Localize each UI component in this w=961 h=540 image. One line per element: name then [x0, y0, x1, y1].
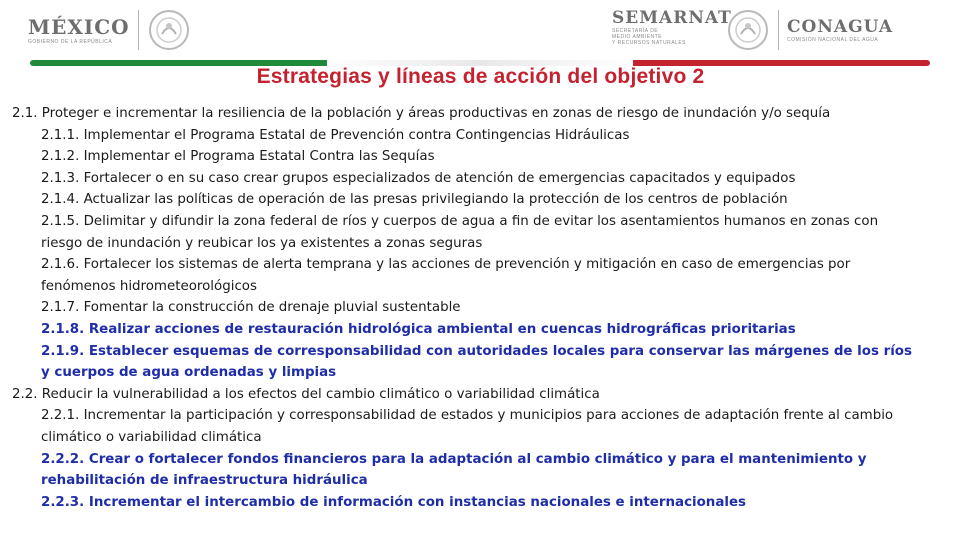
- mexico-logo-name: MÉXICO: [28, 15, 130, 39]
- action-line-item: 2.1.7. Fomentar la construcción de drenaje pluvial sustentable: [41, 300, 461, 316]
- highlighted-action-line-item: 2.2.2. Crear o fortalecer fondos financieros para la adaptación al cambio climático y para el mantenimiento y rehabilitación de infraestructura hidráulica: [41, 451, 867, 489]
- gobierno-mexico-logo: [28, 8, 191, 52]
- strategy-item: 2.1. Proteger e incrementar la resiliencia de la población y áreas productivas en zonas de riesgo de inundación y/o sequía: [12, 106, 831, 121]
- conagua-logo-name: CONAGUA: [787, 17, 894, 37]
- mexico-logo-subtitle: GOBIERNO DE LA REPÚBLICA: [28, 39, 113, 45]
- logo-divider: [778, 10, 779, 50]
- action-line-item: 2.1.6. Fortalecer los sistemas de alerta temprana y las acciones de prevención y mitigación en caso de emergencias por fenómenos hidrometeorológicos: [41, 257, 851, 294]
- highlighted-action-line-item: 2.1.9. Establecer esquemas de corresponsabilidad con autoridades locales para conservar las márgenes de los ríos y cuerpos de agua ordenadas y limpias: [41, 343, 912, 381]
- conagua-logo-subtitle: COMISIÓN NACIONAL DEL AGUA: [787, 37, 879, 43]
- highlighted-action-line-item: 2.1.8. Realizar acciones de restauración hidrológica ambiental en cuencas hidrográficas prioritarias: [41, 321, 796, 337]
- national-seal-icon: [147, 8, 191, 52]
- action-line-item: 2.1.4. Actualizar las políticas de operación de las presas privilegiando la protección de los centros de población: [41, 192, 788, 208]
- action-line-item: 2.1.1. Implementar el Programa Estatal de Prevención contra Contingencias Hidráulicas: [41, 127, 630, 143]
- semarnat-logo-name: SEMARNAT: [612, 8, 732, 28]
- header: [0, 0, 961, 62]
- action-line-item: 2.2.1. Incrementar la participación y corresponsabilidad de estados y municipios para acciones de adaptación frente al cambio climático o variabilidad climática: [41, 408, 894, 445]
- semarnat-subtitle-line: SECRETARÍA DE: [612, 28, 659, 34]
- semarnat-subtitle-line: Y RECURSOS NATURALES: [612, 40, 686, 46]
- semarnat-logo: [612, 8, 732, 46]
- strategy-list: [12, 103, 917, 513]
- national-seal-icon: [726, 8, 770, 52]
- highlighted-action-line-item: 2.2.3. Incrementar el intercambio de información con instancias nacionales e internacionales: [41, 494, 747, 510]
- strategy-item: 2.2. Reducir la vulnerabilidad a los efectos del cambio climático o variabilidad climática: [12, 386, 600, 402]
- semarnat-subtitle-line: MEDIO AMBIENTE: [612, 34, 663, 40]
- slide-title: Estrategias y líneas de acción del objetivo 2: [256, 65, 705, 88]
- action-line-item: 2.1.5. Delimitar y difundir la zona federal de ríos y cuerpos de agua a fin de evitar los asentamientos humanos en zonas con riesgo de inundación y reubicar los ya existentes a zonas seguras: [41, 213, 879, 251]
- logo-divider: [138, 10, 139, 50]
- conagua-logo: [726, 8, 893, 52]
- action-line-item: 2.1.2. Implementar el Programa Estatal Contra las Sequías: [41, 149, 435, 165]
- action-line-item: 2.1.3. Fortalecer o en su caso crear grupos especializados de atención de emergencias capacitados y equipados: [41, 170, 796, 186]
